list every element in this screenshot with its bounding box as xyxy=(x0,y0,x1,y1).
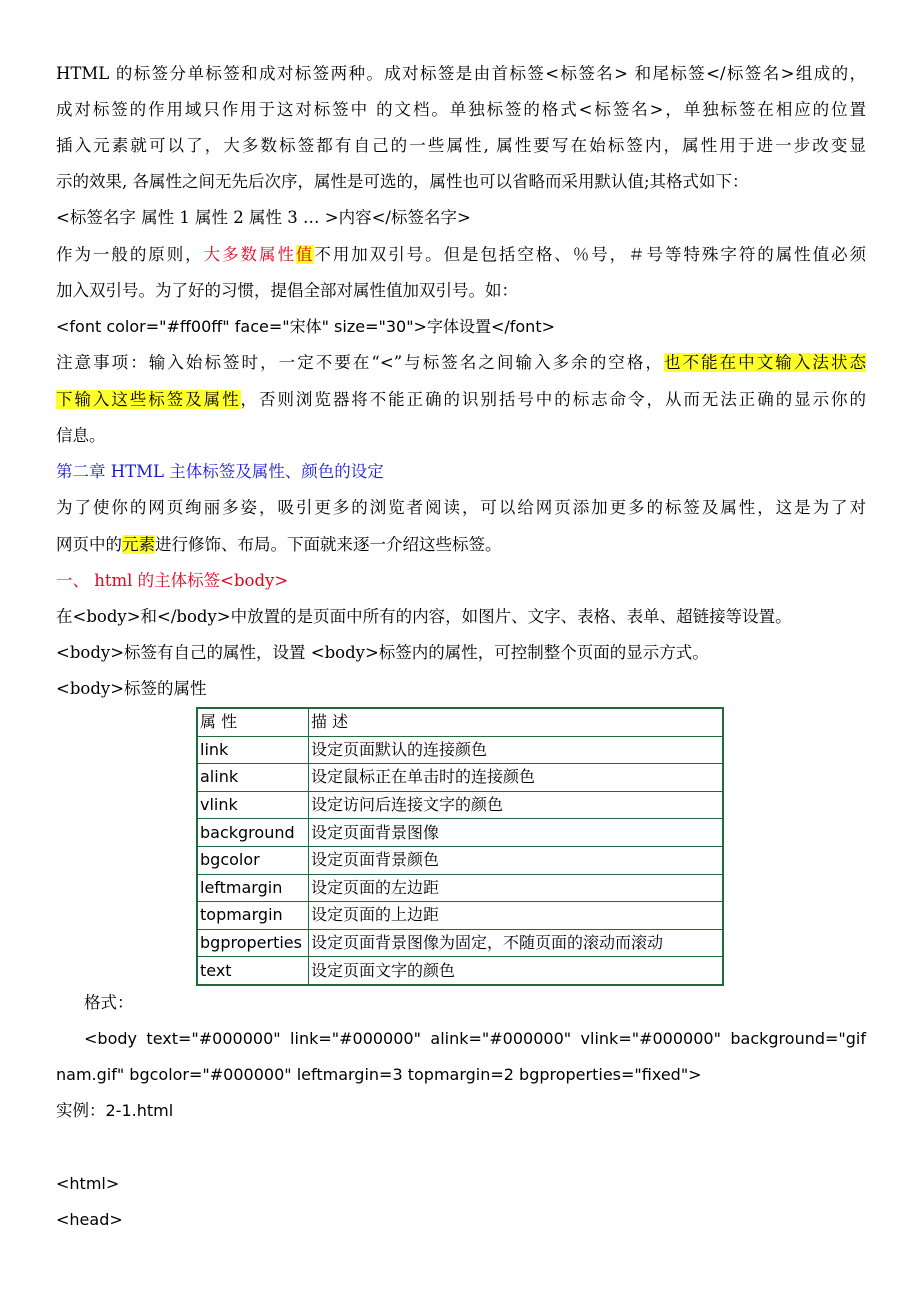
font-example: <font color="#ff00ff" face="宋体" size="30">字体设置</font> xyxy=(56,317,555,336)
section-line-2: <body>标签有自己的属性，设置 <body>标签内的属性，可控制整个页面的显示方式。 xyxy=(56,643,709,662)
table-row xyxy=(197,819,723,847)
intro-line-1: HTML 的标签分单标签和成对标签两种。成对标签是由首标签<标签名> 和尾标签</标签名>组成的， xyxy=(56,64,866,83)
instance-line xyxy=(56,1100,866,1122)
principle-text-rest: 不用加双引号。但是包括空格、％号，＃号等特殊字符的属性值必须 xyxy=(314,245,867,264)
desc-cell: 设定页面的上边距 xyxy=(309,902,724,930)
principle-highlight: 值 xyxy=(295,245,315,264)
notice-line-3: 信息。 xyxy=(56,426,106,445)
table-row xyxy=(197,764,723,792)
instance-file: 2-1.html xyxy=(105,1101,174,1120)
chapter-para-2 xyxy=(56,534,866,556)
format-line-2: nam.gif" bgcolor="#000000" leftmargin=3 topmargin=2 bgproperties="fixed"> xyxy=(56,1065,702,1084)
attr-cell: bgproperties xyxy=(197,929,309,957)
table-row xyxy=(197,791,723,819)
attr-cell: alink xyxy=(197,764,309,792)
chapter-title: 第二章 HTML 主体标签及属性、颜色的设定 xyxy=(56,462,384,481)
desc-cell: 设定页面默认的连接颜色 xyxy=(309,736,724,764)
section-line-1: 在<body>和</body>中放置的是页面中所有的内容，如图片、文字、表格、表单、超链接等设置。 xyxy=(56,607,792,626)
chapter-para-text-rest: 进行修饰、布局。下面就来逐一介绍这些标签。 xyxy=(155,535,502,554)
chapter-para-text: 网页中的 xyxy=(56,535,122,554)
attr-cell: vlink xyxy=(197,791,309,819)
syntax-line: <标签名字 属性 1 属性 2 属性 3 … >内容</标签名字> xyxy=(56,208,471,227)
desc-cell: 设定页面文字的颜色 xyxy=(309,957,724,985)
table-row xyxy=(197,846,723,874)
desc-cell: 设定页面背景图像 xyxy=(309,819,724,847)
desc-cell: 设定页面的左边距 xyxy=(309,874,724,902)
chapter-para-1: 为了使你的网页绚丽多姿，吸引更多的浏览者阅读，可以给网页添加更多的标签及属性，这是为了对 xyxy=(56,498,866,517)
principle-red-text: 大多数属性 xyxy=(203,245,296,264)
notice-highlight-2: 下输入这些标签及属性 xyxy=(56,390,241,409)
table-row xyxy=(197,957,723,985)
desc-cell: 设定页面背景颜色 xyxy=(309,846,724,874)
attr-cell: background xyxy=(197,819,309,847)
format-label: 格式： xyxy=(84,993,134,1012)
principle-line-1 xyxy=(56,244,866,266)
principle-text: 作为一般的原则， xyxy=(56,245,204,264)
header-attr: 属 性 xyxy=(197,708,309,736)
element-highlight: 元素 xyxy=(122,535,155,554)
attr-cell: bgcolor xyxy=(197,846,309,874)
table-row xyxy=(197,929,723,957)
code-head: <head> xyxy=(56,1210,123,1229)
notice-highlight-1: 也不能在中文输入法状态 xyxy=(663,353,866,372)
format-line-1: <body text="#000000" link="#000000" alink="#000000" vlink="#000000" background="gif xyxy=(84,1029,866,1048)
body-attributes-table xyxy=(196,707,724,986)
instance-label: 实例： xyxy=(56,1101,106,1120)
table-row xyxy=(197,736,723,764)
code-html: <html> xyxy=(56,1174,120,1193)
intro-line-3: 插入元素就可以了，大多数标签都有自己的一些属性, 属性要写在始标签内，属性用于进一步改变显 xyxy=(56,136,866,155)
table-header-row xyxy=(197,708,723,736)
header-desc: 描 述 xyxy=(309,708,724,736)
attr-cell: topmargin xyxy=(197,902,309,930)
notice-text-rest: ，否则浏览器将不能正确的识别括号中的标志命令，从而无法正确的显示你的 xyxy=(240,390,867,409)
desc-cell: 设定页面背景图像为固定，不随页面的滚动而滚动 xyxy=(309,929,724,957)
attr-cell: link xyxy=(197,736,309,764)
attr-cell: leftmargin xyxy=(197,874,309,902)
table-caption: <body>标签的属性 xyxy=(56,679,207,698)
attr-cell: text xyxy=(197,957,309,985)
table-row xyxy=(197,874,723,902)
desc-cell: 设定鼠标正在单击时的连接颜色 xyxy=(309,764,724,792)
intro-line-2: 成对标签的作用域只作用于这对标签中 的文档。单独标签的格式<标签名>，单独标签在相应的位置 xyxy=(56,100,866,119)
notice-text: 注意事项：输入始标签时，一定不要在“<”与标签名之间输入多余的空格， xyxy=(56,353,664,372)
notice-line-2 xyxy=(56,389,866,411)
desc-cell: 设定访问后连接文字的颜色 xyxy=(309,791,724,819)
principle-line-2: 加入双引号。为了好的习惯，提倡全部对属性值加双引号。如： xyxy=(56,281,518,300)
table-row xyxy=(197,902,723,930)
intro-line-4: 示的效果, 各属性之间无先后次序，属性是可选的，属性也可以省略而采用默认值;其格式如下： xyxy=(56,172,749,191)
notice-line-1 xyxy=(56,352,866,374)
section-heading: 一、 html 的主体标签<body> xyxy=(56,571,289,590)
